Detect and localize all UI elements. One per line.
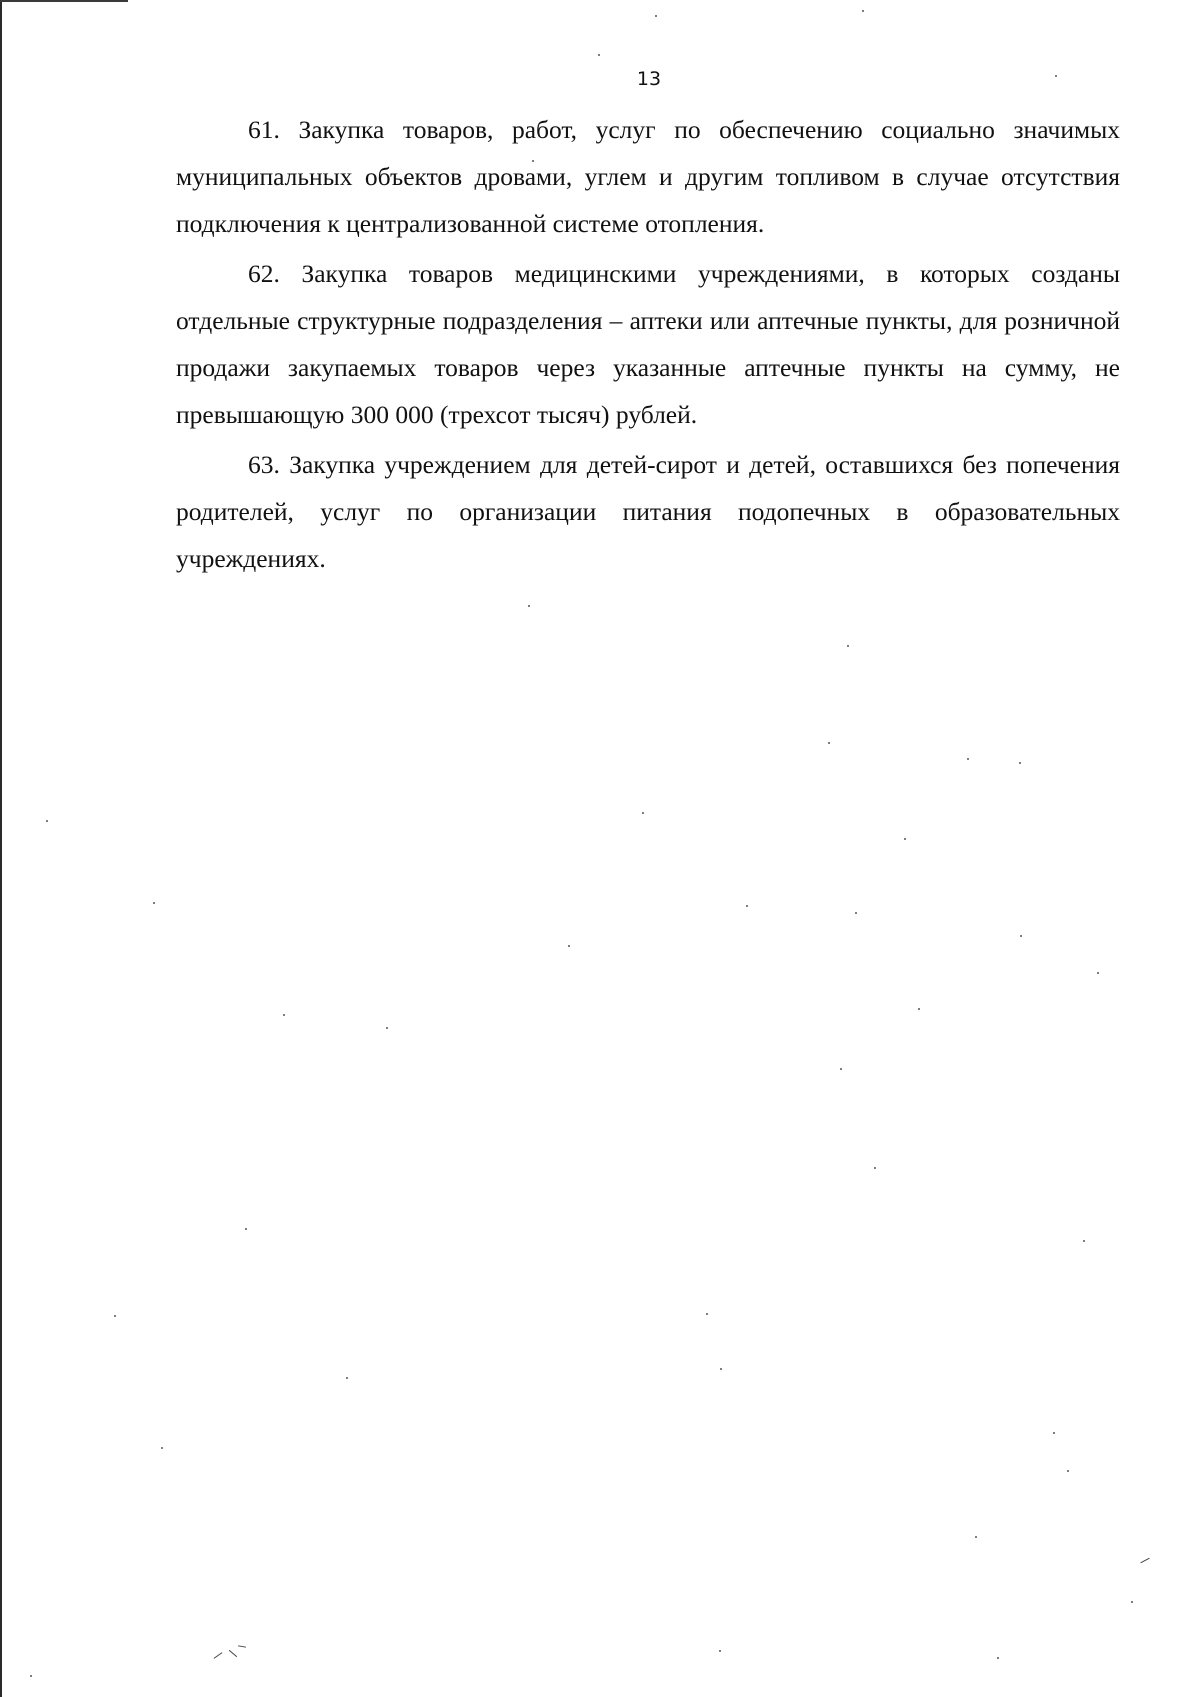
scan-speck [283,1014,285,1016]
scan-speck [1067,1470,1069,1472]
scan-speck [874,1167,876,1169]
scan-speck [1131,1601,1133,1603]
scan-speck [161,1447,163,1449]
scan-speck [386,1027,388,1029]
scan-speck [706,1313,708,1315]
scan-left-edge [0,0,2,1697]
scan-speck [997,1657,999,1659]
scan-speck [655,15,657,17]
scan-speck [1020,935,1022,937]
scan-speck [1053,1432,1055,1434]
scan-speck [720,1368,722,1370]
scan-speck [1055,75,1057,77]
scan-speck [1083,1240,1085,1242]
scan-speck [642,812,644,814]
paragraph-61: 61. Закупка товаров, работ, услуг по обеспечению социально значимых муниципальных объектов дровами, углем и другим топливом в случае отсутствия подключения к централизованной системе отопления. [176,115,1120,238]
paragraph-62: 62. Закупка товаров медицинскими учреждениями, в которых созданы отдельные структурные подразделения – аптеки или аптечные пункты, для розничной продажи закупаемых товаров через указанные аптечные пункты на сумму, не превышающую 300 000 (трехсот тысяч) рублей. [176,259,1120,429]
document-body [176,106,1120,585]
scan-speck [840,1068,842,1070]
scan-speck [967,758,969,760]
scan-speck [153,902,155,904]
scan-speck [855,912,857,914]
scan-mark [214,1652,223,1659]
paragraph-63: 63. Закупка учреждением для детей-сирот и детей, оставшихся без попечения родителей, услуг по организации питания подопечных в образовательных учреждениях. [176,450,1120,573]
scan-speck [918,1008,920,1010]
scan-speck [346,1377,348,1379]
scan-speck [746,905,748,907]
scan-speck [532,160,534,162]
scan-speck [528,605,530,607]
scan-speck [598,54,600,56]
scan-speck [847,645,849,647]
scan-speck [245,1228,247,1230]
scan-speck [1097,972,1099,974]
scan-speck [975,1536,977,1538]
scan-speck [862,10,864,12]
page-number: 13 [636,68,662,90]
scan-mark [1140,1558,1149,1564]
scan-speck [828,742,830,744]
scan-speck [719,1650,721,1652]
scan-speck [568,945,570,947]
scan-speck [30,1675,32,1677]
scan-top-mark [0,0,128,2]
scan-speck [904,838,906,840]
scan-mark [238,1645,246,1647]
scan-mark [229,1650,237,1657]
scan-speck [114,1315,116,1317]
scan-speck [1019,762,1021,764]
scan-speck [46,820,48,822]
